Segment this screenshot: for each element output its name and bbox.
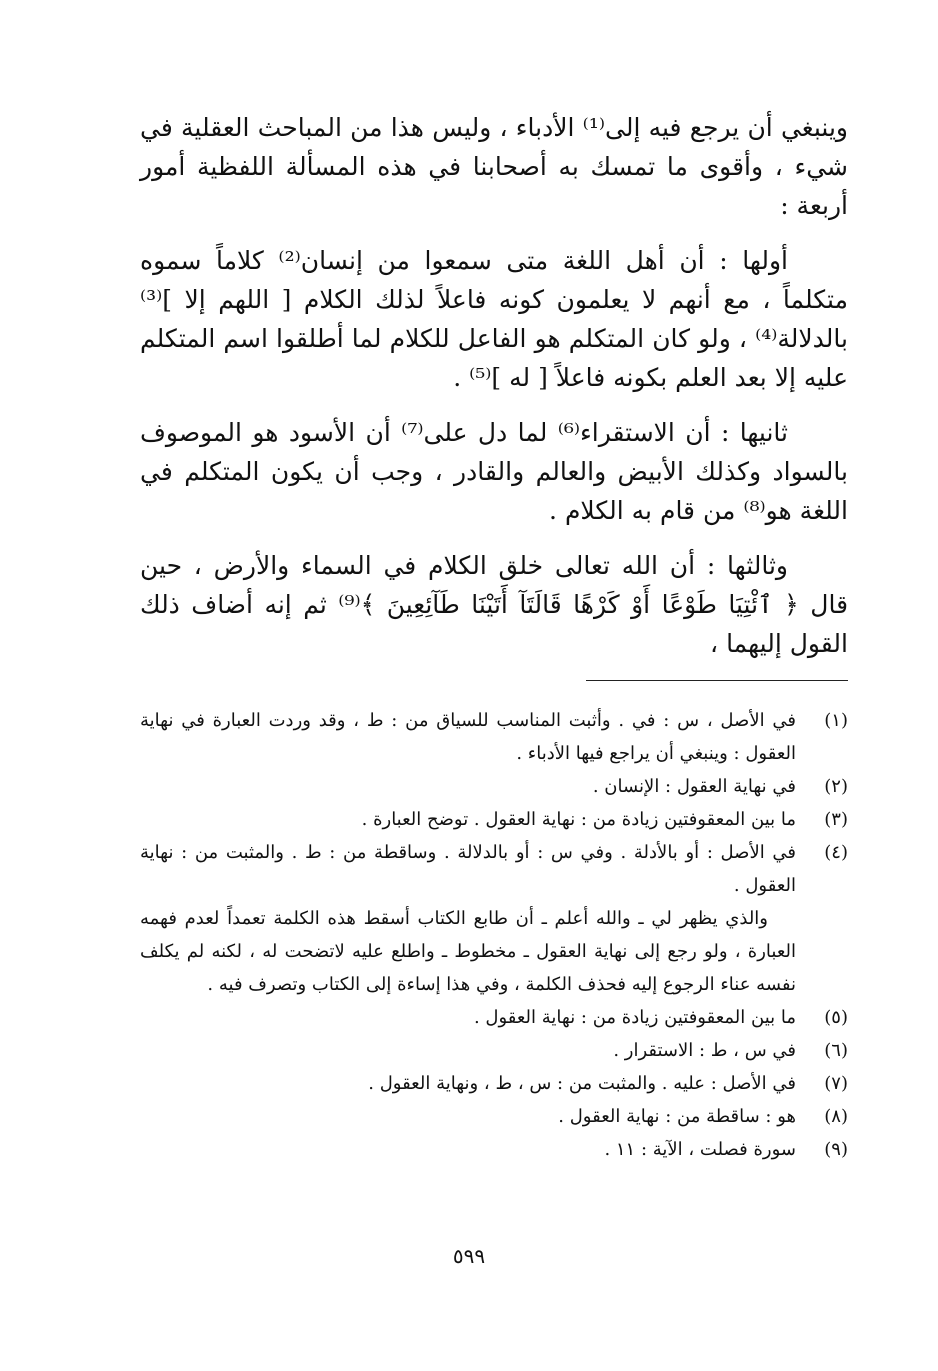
footnote-1	[140, 704, 848, 770]
footnotes	[140, 704, 848, 1166]
footnote-number: (٦)	[824, 1040, 848, 1061]
footnote-number: (٥)	[824, 1007, 848, 1028]
footnote-text: سورة فصلت ، الآية : ١١ .	[604, 1139, 796, 1160]
footnote-number: (٢)	[824, 776, 848, 797]
footnote-5	[140, 1001, 848, 1034]
footnote-text: في س ، ط : الاستقرار .	[613, 1040, 796, 1061]
footnote-4-commentary: والذي يظهر لي ـ والله أعلم ـ أن طابع الكتاب أسقط هذه الكلمة تعمداً لعدم فهمه العبارة ، ولو رجع إلى نهاية العقول ـ مخطوط ـ واطلع عليه لاتضحت له ، لكنه لم يكلف نفسه عناء الرجوع إليه فحذف الكلمة ، وفي هذا إساءة إلى الكتاب وتصرف فيه .	[140, 908, 796, 995]
footnote-text: ما بين المعقوفتين زيادة من : نهاية العقول .	[473, 1007, 796, 1028]
verse-footnote-marker: ⁽⁹⁾	[338, 590, 361, 619]
third-argument-lead: وثالثها : أن الله تعالى خلق الكلام في السماء والأرض ، حين قال	[140, 551, 849, 619]
paragraph-intro: وينبغي أن يرجع فيه إلى⁽¹⁾ الأدباء ، وليس هذا من المباحث العقلية في شيء ، وأقوى ما تمسك به أصحابنا في هذه المسألة اللفظية أمور أربعة :	[140, 113, 848, 220]
footnote-number: (٨)	[824, 1106, 848, 1127]
paragraph-first-argument: أولها : أن أهل اللغة متى سمعوا من إنسان⁽²⁾ كلاماً سموه متكلماً ، مع أنهم لا يعلمون كونه فاعلاً لذلك الكلام [ اللهم إلا ]⁽³⁾ بالدلالة⁽⁴⁾ ، ولو كان المتكلم هو الفاعل للكلام لما أطلقوا اسم المتكلم عليه إلا بعد العلم بكونه فاعلاً [ له ]⁽⁵⁾ .	[140, 246, 848, 392]
footnote-3	[140, 803, 848, 836]
footnote-text: في الأصل ، س : في . وأثبت المناسب للسياق من : ط ، وقد وردت العبارة في نهاية العقول : وينبغي أن يراجع فيها الأدباء .	[140, 710, 796, 764]
footnote-8	[140, 1100, 848, 1133]
footnote-number: (٣)	[824, 809, 848, 830]
page-number: ٥٩٩	[452, 1244, 486, 1268]
footnote-number: (٤)	[824, 842, 848, 863]
footnote-text: ما بين المعقوفتين زيادة من : نهاية العقول . توضح العبارة .	[361, 809, 796, 830]
footnote-4	[140, 836, 848, 902]
footnote-text: هو : ساقطة من : نهاية العقول .	[558, 1106, 796, 1127]
main-text	[140, 108, 848, 679]
footnote-text: في نهاية العقول : الإنسان .	[592, 776, 796, 797]
paragraph-third-argument	[140, 546, 848, 663]
footnote-2	[140, 770, 848, 803]
footnote-6	[140, 1034, 848, 1067]
footnote-text: في الأصل : أو بالأدلة . وفي س : أو بالدلالة . وساقطة من : ط . والمثبت من : نهاية العقول .	[140, 842, 796, 896]
footnote-number: (١)	[824, 710, 848, 731]
paragraph-second-argument: ثانيها : أن الاستقراء⁽⁶⁾ لما دل على⁽⁷⁾ أن الأسود هو الموصوف بالسواد وكذلك الأبيض والعالم والقادر ، وجب أن يكون المتكلم في اللغة هو⁽⁸⁾ من قام به الكلام .	[140, 418, 848, 525]
footnote-text: في الأصل : عليه . والمثبت من : س ، ط ، ونهاية العقول .	[368, 1073, 796, 1094]
quran-verse: ﴿ ٱئْتِيَا طَوْعًا أَوْ كَرْهًا قَالَتَآ أَتَيْنَا طَآئِعِينَ ﴾	[360, 590, 799, 619]
footnote-7	[140, 1067, 848, 1100]
footnote-number: (٧)	[824, 1073, 848, 1094]
footnote-9	[140, 1133, 848, 1166]
third-argument-continuation: ثم إنه أضاف ذلك القول إليهما ،	[140, 590, 848, 658]
footnote-number: (٩)	[824, 1139, 848, 1160]
footnote-separator	[586, 680, 848, 681]
